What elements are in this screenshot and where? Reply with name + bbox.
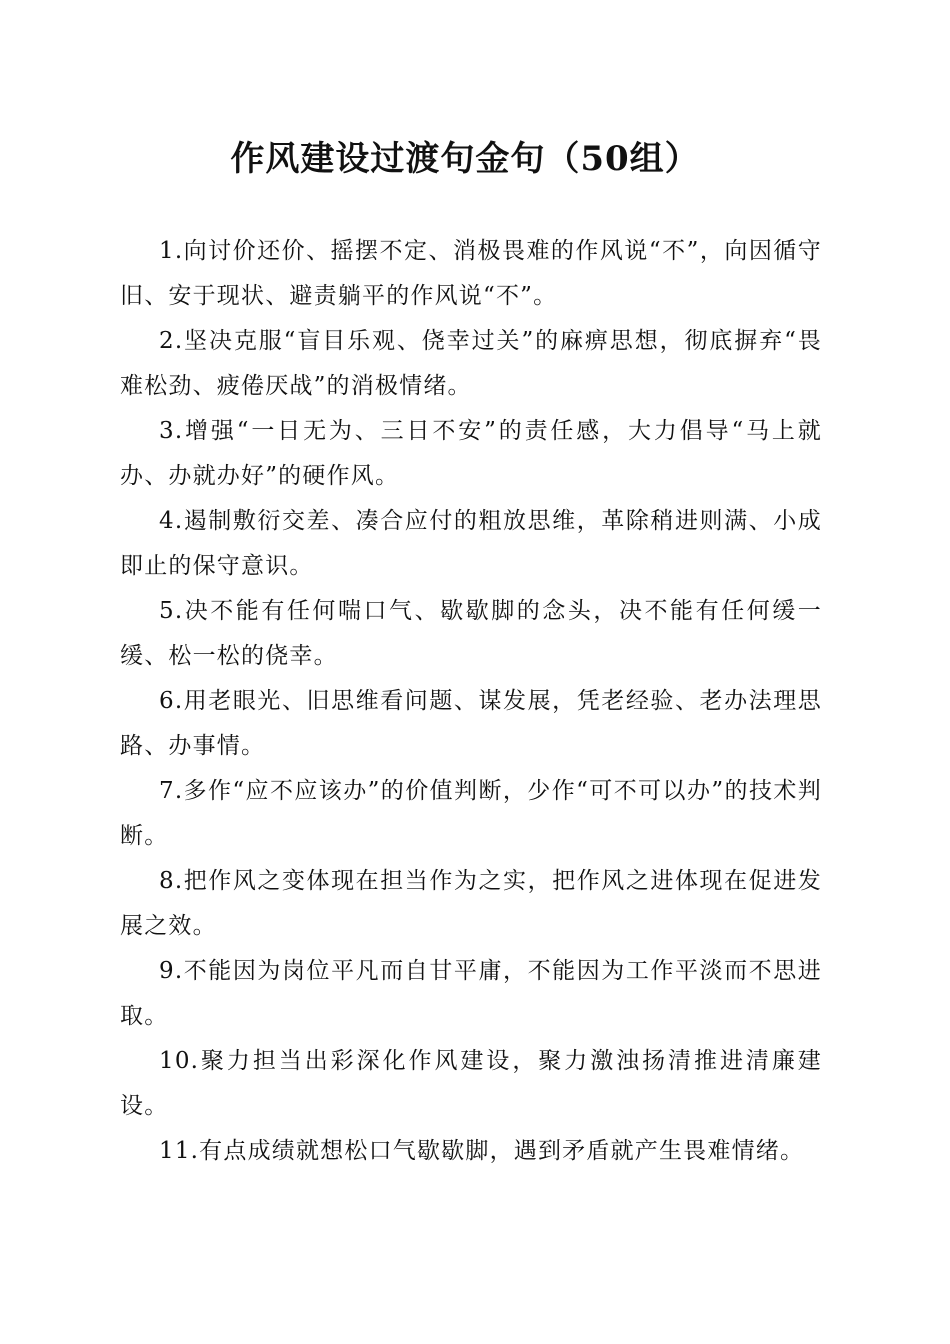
document-title: 作风建设过渡句金句（50组） [230,139,700,179]
paragraph-6: 6.用老眼光、旧思维看问题、谋发展，凭老经验、老办法理思路、办事情。 [120,688,822,759]
paragraph-9: 9.不能因为岗位平凡而自甘平庸，不能因为工作平淡而不思进取。 [120,958,822,1029]
document-body [120,229,822,1174]
paragraph-10: 10.聚力担当出彩深化作风建设，聚力激浊扬清推进清廉建设。 [120,1048,822,1119]
paragraph-2: 2.坚决克服“盲目乐观、侥幸过关”的麻痹思想，彻底摒弃“畏难松劲、疲倦厌战”的消极情绪。 [120,328,822,399]
paragraph-5: 5.决不能有任何喘口气、歇歇脚的念头，决不能有任何缓一缓、松一松的侥幸。 [120,598,822,669]
paragraph-3: 3.增强“一日无为、三日不安”的责任感，大力倡导“马上就办、办就办好”的硬作风。 [120,418,822,489]
paragraph-4: 4.遏制敷衍交差、凑合应付的粗放思维，革除稍进则满、小成即止的保守意识。 [120,508,822,579]
paragraph-8: 8.把作风之变体现在担当作为之实，把作风之进体现在促进发展之效。 [120,868,822,939]
paragraph-11: 11.有点成绩就想松口气歇歇脚，遇到矛盾就产生畏难情绪。 [159,1138,805,1164]
paragraph-1: 1.向讨价还价、摇摆不定、消极畏难的作风说“不”，向因循守旧、安于现状、避责躺平的作风说“不”。 [120,238,822,309]
paragraph-7: 7.多作“应不应该办”的价值判断，少作“可不可以办”的技术判断。 [120,778,822,849]
